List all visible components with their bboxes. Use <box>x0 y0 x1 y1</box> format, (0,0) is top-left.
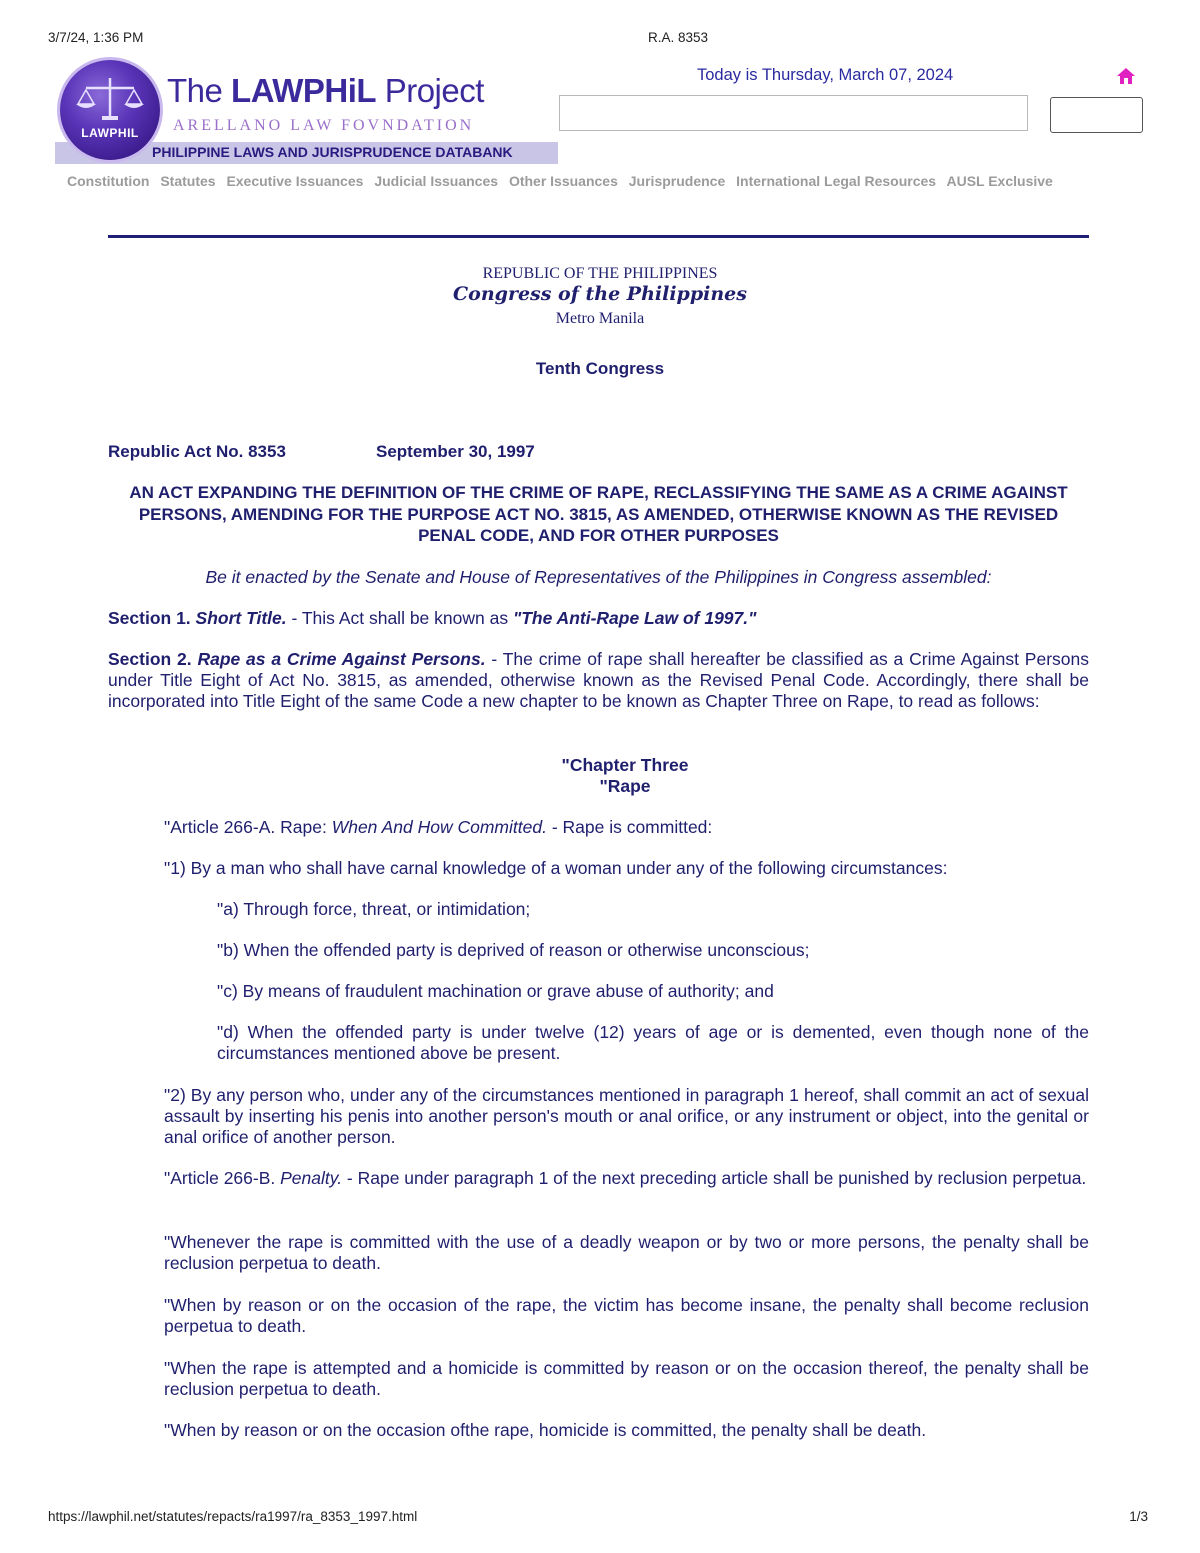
section-1: Section 1. Short Title. - This Act shall be known as "The Anti-Rape Law of 1997." <box>108 608 757 628</box>
print-doc-title: R.A. 8353 <box>648 30 709 45</box>
seal-label: LAWPHIL <box>81 126 139 140</box>
print-footer <box>48 1509 1148 1527</box>
section-2: Section 2. Rape as a Crime Against Persons. - The crime of rape shall hereafter be classified as a Crime Against Persons under Title Eight of Act No. 3815, as amended, otherwise known as the Revised Penal Code. Accordingly, there shall be incorporated into Title Eight of the same Code a new chapter to be known as Chapter Three on Rape, to read as follows: <box>108 649 1089 711</box>
ra-number-line <box>108 441 535 462</box>
search-input[interactable] <box>559 95 1028 131</box>
congress-heading: Congress of the Philippines <box>453 283 747 305</box>
print-page-number: 1/3 <box>1129 1509 1148 1524</box>
article-266a: "Article 266-A. Rape: When And How Committed. - Rape is committed: <box>164 817 713 837</box>
main-nav <box>67 173 1147 189</box>
chapter-heading: "Chapter Three "Rape <box>561 755 689 796</box>
nav-ausl-exclusive[interactable]: AUSL Exclusive <box>946 173 1053 189</box>
penalty-homicide: "When by reason or on the occasion ofthe rape, homicide is committed, the penalty shall be death. <box>164 1420 927 1440</box>
act-title: AN ACT EXPANDING THE DEFINITION OF THE CRIME OF RAPE, RECLASSIFYING THE SAME AS A CRIME AGAINST PERSONS, AMENDING FOR THE PURPOSE ACT NO. 3815, AS AMENDED, OTHERWISE KNOWN AS THE REVISED PENAL CODE, AND FOR OTHER PURPOSES <box>129 483 1068 545</box>
paragraph-1d: "d) When the offended party is under twelve (12) years of age or is demented, even though none of the circumstances mentioned above be present. <box>217 1022 1089 1063</box>
location-heading: Metro Manila <box>555 310 645 327</box>
article-266b: "Article 266-B. Penalty. - Rape under paragraph 1 of the next preceding article shall be punished by reclusion perpetua. <box>164 1168 1087 1188</box>
search-button[interactable] <box>1050 97 1143 133</box>
print-header <box>48 30 1148 48</box>
paragraph-2: "2) By any person who, under any of the circumstances mentioned in paragraph 1 hereof, shall commit an act of sexual assault by inserting his penis into another person's mouth or anal orifice, or any instrument or object, into the genital or anal orifice of another person. <box>164 1085 1089 1147</box>
home-icon[interactable] <box>1116 66 1136 86</box>
nav-constitution[interactable]: Constitution <box>67 173 150 189</box>
nav-judicial-issuances[interactable]: Judicial Issuances <box>374 173 499 189</box>
print-url: https://lawphil.net/statutes/repacts/ra1997/ra_8353_1997.html <box>48 1509 418 1524</box>
foundation-name: ARELLANO LAW FOVNDATION <box>173 117 475 134</box>
nav-other-issuances[interactable]: Other Issuances <box>508 173 618 189</box>
site-brand: LAWPHiL <box>231 72 377 109</box>
paragraph-1b: "b) When the offended party is deprived of reason or otherwise unconscious; <box>217 940 810 960</box>
enacting-clause: Be it enacted by the Senate and House of Representatives of the Philippines in Congress assembled: <box>205 567 992 587</box>
penalty-insane: "When by reason or on the occasion of the rape, the victim has become insane, the penalty shall become reclusion perpetua to death. <box>164 1295 1089 1336</box>
scales-of-justice-icon <box>60 60 160 160</box>
paragraph-1c: "c) By means of fraudulent machination or grave abuse of authority; and <box>217 981 774 1001</box>
print-datetime: 3/7/24, 1:36 PM <box>48 30 144 45</box>
ra-number: Republic Act No. 8353 <box>108 442 286 461</box>
ra-date: September 30, 1997 <box>376 442 535 461</box>
lawphil-seal-logo[interactable] <box>60 60 160 160</box>
paragraph-1a: "a) Through force, threat, or intimidation; <box>217 899 531 919</box>
nav-international-legal-resources[interactable]: International Legal Resources <box>736 173 937 189</box>
penalty-deadly-weapon: "Whenever the rape is committed with the use of a deadly weapon or by two or more persons, the penalty shall be reclusion perpetua to death. <box>164 1232 1089 1273</box>
paragraph-1: "1) By a man who shall have carnal knowledge of a woman under any of the following circumstances: <box>164 858 948 878</box>
nav-executive-issuances[interactable]: Executive Issuances <box>226 173 364 189</box>
today-date: Today is Thursday, March 07, 2024 <box>697 66 954 84</box>
penalty-attempted: "When the rape is attempted and a homicide is committed by reason or on the occasion thereof, the penalty shall be reclusion perpetua to death. <box>164 1358 1089 1399</box>
nav-jurisprudence[interactable]: Jurisprudence <box>628 173 726 189</box>
republic-heading: REPUBLIC OF THE PHILIPPINES <box>482 265 718 282</box>
databank-label: PHILIPPINE LAWS AND JURISPRUDENCE DATABANK <box>152 144 513 160</box>
site-title: The LAWPHiL Project <box>167 72 484 109</box>
nav-statutes[interactable]: Statutes <box>160 173 216 189</box>
site-banner[interactable] <box>55 58 558 168</box>
session-heading: Tenth Congress <box>535 359 665 378</box>
header-divider <box>108 235 1089 238</box>
